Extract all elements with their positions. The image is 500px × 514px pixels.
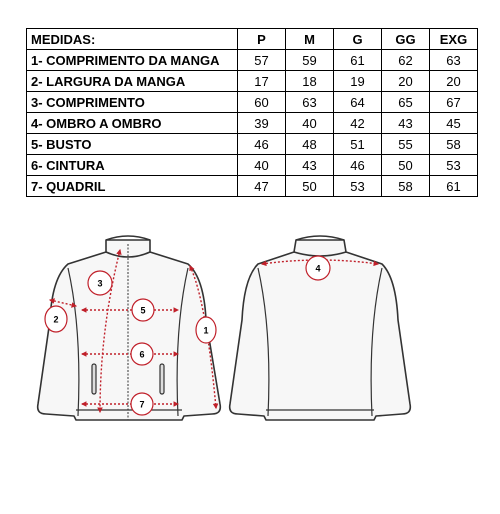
cell-value: 63: [286, 92, 334, 113]
row-label: 4- OMBRO A OMBRO: [27, 113, 238, 134]
cell-value: 18: [286, 71, 334, 92]
cell-value: 20: [430, 71, 478, 92]
table-row: [27, 113, 478, 134]
cell-value: 46: [238, 134, 286, 155]
svg-text:1: 1: [203, 325, 209, 336]
cell-value: 40: [286, 113, 334, 134]
table-row: [27, 92, 478, 113]
cell-value: 46: [334, 155, 382, 176]
svg-text:5: 5: [140, 305, 146, 316]
marker-3: [88, 271, 112, 295]
cell-value: 51: [334, 134, 382, 155]
cell-value: 39: [238, 113, 286, 134]
svg-text:3: 3: [97, 278, 103, 289]
cell-value: 62: [382, 50, 430, 71]
marker-4: [306, 256, 330, 280]
cell-value: 20: [382, 71, 430, 92]
cell-value: 45: [430, 113, 478, 134]
cell-value: 19: [334, 71, 382, 92]
table-row: [27, 134, 478, 155]
cell-value: 53: [430, 155, 478, 176]
header-size-m: M: [286, 29, 334, 50]
cell-value: 47: [238, 176, 286, 197]
cell-value: 55: [382, 134, 430, 155]
header-medidas: MEDIDAS:: [27, 29, 238, 50]
row-label: 3- COMPRIMENTO: [27, 92, 238, 113]
table-row: [27, 71, 478, 92]
marker-6: [131, 343, 153, 365]
jacket-measurement-diagram: [0, 220, 500, 440]
table-header-row: [27, 29, 478, 50]
cell-value: 64: [334, 92, 382, 113]
cell-value: 58: [430, 134, 478, 155]
cell-value: 50: [286, 176, 334, 197]
table-row: [27, 176, 478, 197]
table-row: [27, 155, 478, 176]
cell-value: 60: [238, 92, 286, 113]
row-label: 5- BUSTO: [27, 134, 238, 155]
marker-5: [132, 299, 154, 321]
cell-value: 48: [286, 134, 334, 155]
jacket-front-icon: [38, 236, 221, 420]
cell-value: 61: [334, 50, 382, 71]
header-size-exg: EXG: [430, 29, 478, 50]
row-label: 6- CINTURA: [27, 155, 238, 176]
svg-text:4: 4: [315, 263, 321, 274]
cell-value: 17: [238, 71, 286, 92]
marker-2: [45, 306, 67, 332]
cell-value: 63: [430, 50, 478, 71]
cell-value: 57: [238, 50, 286, 71]
cell-value: 42: [334, 113, 382, 134]
marker-7: [131, 393, 153, 415]
cell-value: 61: [430, 176, 478, 197]
cell-value: 59: [286, 50, 334, 71]
cell-value: 58: [382, 176, 430, 197]
header-size-g: G: [334, 29, 382, 50]
cell-value: 67: [430, 92, 478, 113]
header-size-gg: GG: [382, 29, 430, 50]
cell-value: 43: [286, 155, 334, 176]
svg-text:7: 7: [139, 399, 145, 410]
cell-value: 65: [382, 92, 430, 113]
marker-1: [196, 317, 216, 343]
size-table: [26, 28, 478, 197]
row-label: 1- COMPRIMENTO DA MANGA: [27, 50, 238, 71]
header-size-p: P: [238, 29, 286, 50]
svg-text:6: 6: [139, 349, 145, 360]
cell-value: 53: [334, 176, 382, 197]
cell-value: 50: [382, 155, 430, 176]
cell-value: 40: [238, 155, 286, 176]
row-label: 2- LARGURA DA MANGA: [27, 71, 238, 92]
cell-value: 43: [382, 113, 430, 134]
table-row: [27, 50, 478, 71]
svg-text:2: 2: [53, 314, 59, 325]
row-label: 7- QUADRIL: [27, 176, 238, 197]
